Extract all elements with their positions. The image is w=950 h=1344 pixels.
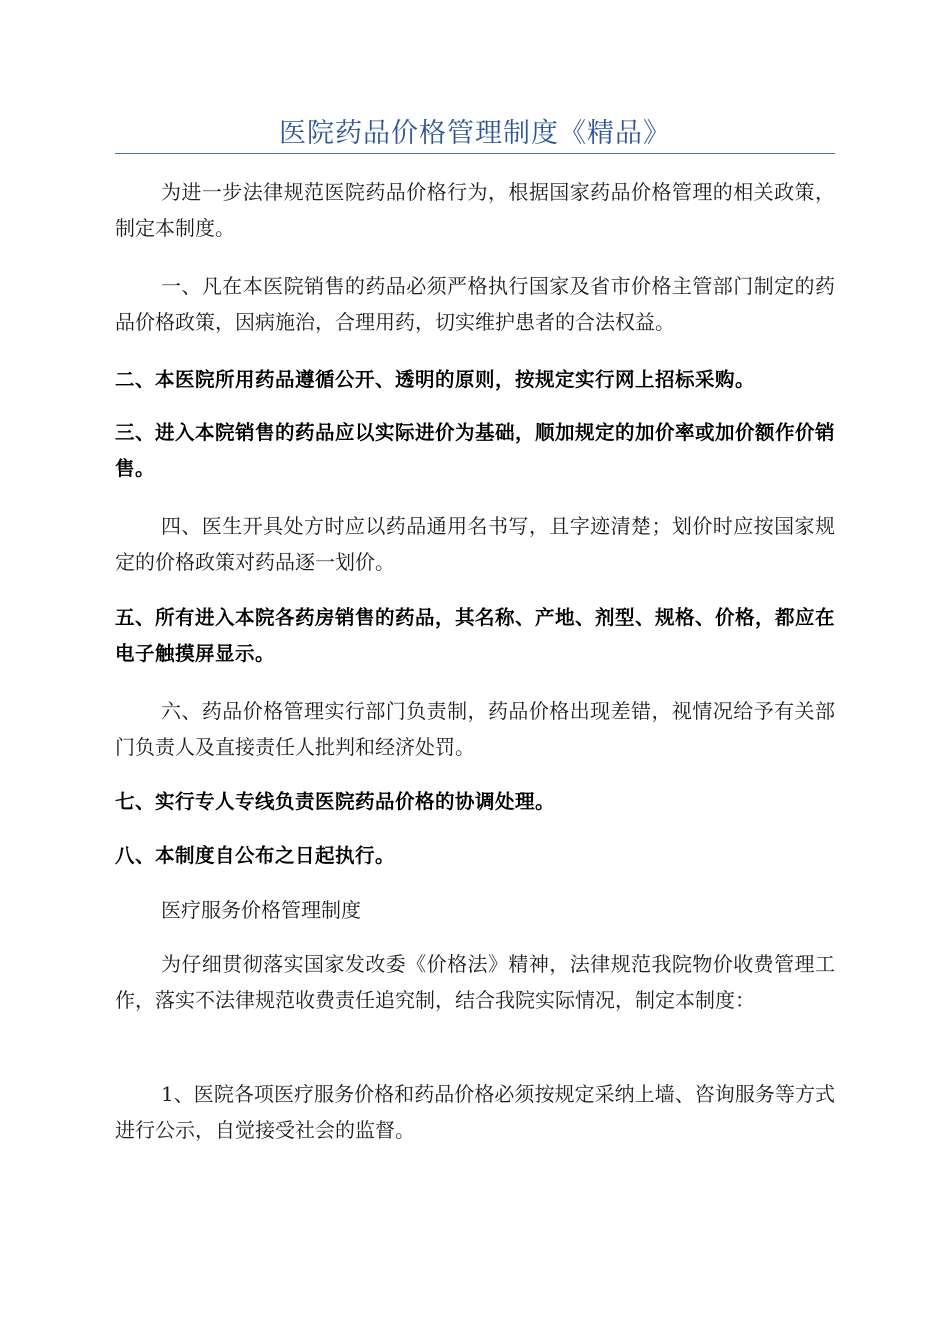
paragraph-service-intro: 为仔细贯彻落实国家发改委《价格法》精神，法律规范我院物价收费管理工作，落实不法律规范收费责任追究制，结合我院实际情况，制定本制度： [115,952,835,1012]
title-underline [115,153,835,154]
paragraph-item-6: 六、药品价格管理实行部门负责制，药品价格出现差错，视情况给予有关部门负责人及直接责任人批判和经济处罚。 [115,699,835,759]
paragraph-item-5: 五、所有进入本院各药房销售的药品，其名称、产地、剂型、规格、价格，都应在电子触摸屏显示。 [115,606,836,665]
document-title: 医院药品价格管理制度《精品》 [279,118,671,149]
paragraph-item-1: 一、凡在本医院销售的药品必须严格执行国家及省市价格主管部门制定的药品价格政策，因病施治，合理用药，切实维护患者的合法权益。 [115,274,835,334]
paragraph-item-3: 三、进入本院销售的药品应以实际进价为基础，顺加规定的加价率或加价额作价销售。 [115,421,836,480]
paragraph-service-item-1: 1、医院各项医疗服务价格和药品价格必须按规定采纳上墙、咨询服务等方式进行公示，自觉接受社会的监督。 [115,1082,835,1142]
paragraph-item-4: 四、医生开具处方时应以药品通用名书写，且字迹清楚；划价时应按国家规定的价格政策对药品逐一划价。 [115,514,835,574]
paragraph-item-2: 二、本医院所用药品遵循公开、透明的原则，按规定实行网上招标采购。 [115,368,756,391]
paragraph-item-8: 八、本制度自公布之日起执行。 [115,844,396,867]
paragraph-item-7: 七、实行专人专线负责医院药品价格的协调处理。 [115,790,556,813]
paragraph-intro: 为进一步法律规范医院药品价格行为，根据国家药品价格管理的相关政策，制定本制度。 [115,180,835,240]
section-heading: 医疗服务价格管理制度 [161,898,361,922]
